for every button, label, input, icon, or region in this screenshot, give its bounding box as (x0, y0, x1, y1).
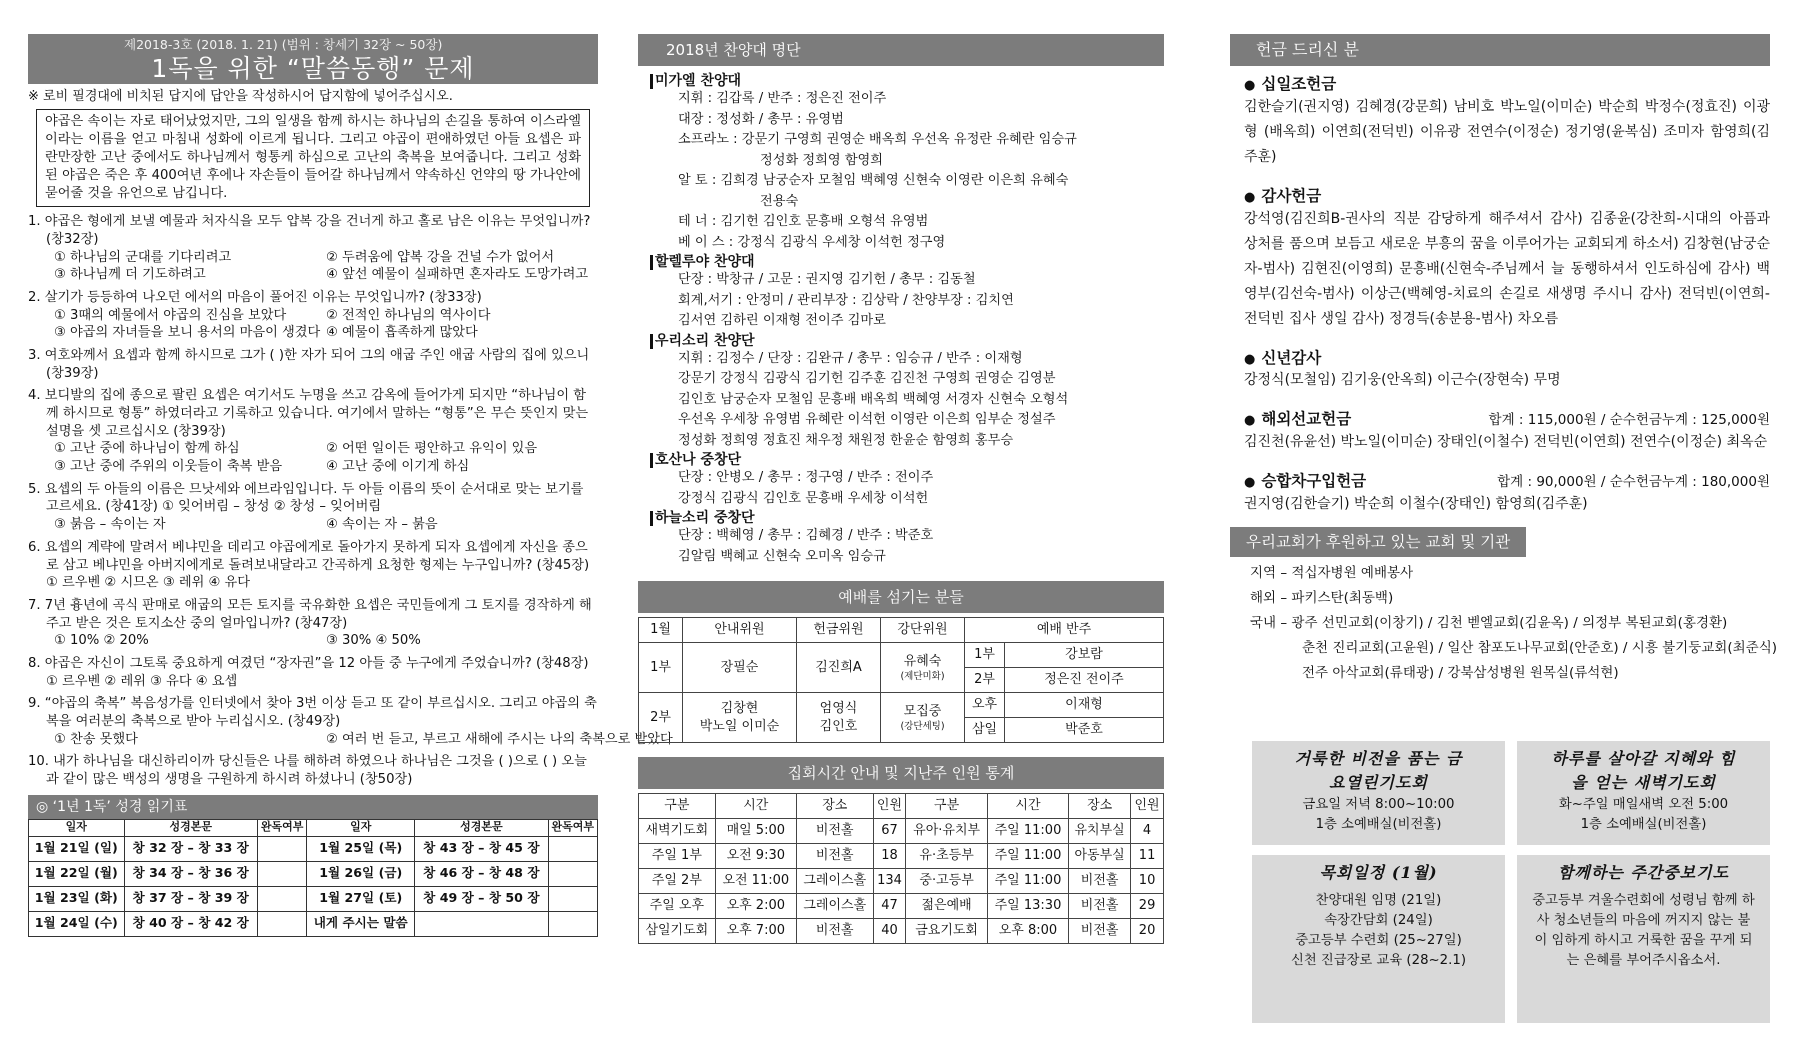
offering-name: 승합차구입헌금 (1261, 472, 1367, 491)
offering-name: 해외선교헌금 (1261, 410, 1352, 429)
dawn-prayer-card (1517, 741, 1770, 845)
stats-cell: 비전홀 (796, 844, 873, 869)
col-header: 구분 (639, 794, 716, 819)
choir-line: 단장 : 백혜영 / 총무 : 김혜경 / 반주 : 박준호 (678, 528, 934, 543)
question-text: 2. 살기가 등등하여 나오던 에서의 마음이 풀어진 이유는 무엇입니까? (창33장) (28, 289, 482, 305)
reading-row (29, 911, 598, 936)
stats-cell: 비전홀 (1069, 919, 1131, 944)
question (28, 597, 598, 650)
question-options (28, 440, 598, 475)
reading-cell (415, 911, 548, 936)
answer-note: ※ 로비 필경대에 비치된 답지에 답안을 작성하시어 답지함에 넣어주십시오. (28, 89, 453, 104)
intercession-card (1517, 855, 1770, 1023)
reading-cell (548, 911, 598, 936)
question (28, 213, 598, 284)
option: ③ 고난 중에 주위의 이웃들이 축복 받음 (54, 459, 283, 475)
accomp-name: 강보람 (1005, 643, 1164, 668)
altar-cell (881, 693, 965, 743)
choir-column (638, 34, 1164, 944)
stats-cell: 비전홀 (796, 919, 873, 944)
reading-cell: 1월 25일 (목) (307, 836, 415, 861)
option: ④ 예물이 흡족하게 많았다 (326, 325, 478, 341)
quiz-title: 1독을 위한 “말씀동행” 문제 (151, 54, 475, 83)
question (28, 753, 598, 788)
altar-name: 모집중 (903, 704, 942, 720)
reading-row (29, 836, 598, 861)
offering-donors: 김한슬기(권지영) 김혜경(강문희) 남비호 박노일(이미순) 박순희 박정수(정효진) 이광형 (배옥희) 이연희(전덕빈) 이유광 전연수(이정순) 정기영(윤복심) 조미자 함영희(김주훈) (1244, 98, 1770, 165)
card-line: 신천 진급장로 교육 (28~2.1) (1290, 953, 1467, 968)
stats-cell: 오후 8:00 (987, 919, 1068, 944)
card-line: 화~주일 매일새벽 오전 5:00 (1558, 797, 1729, 812)
stats-cell: 비전홀 (1069, 869, 1131, 894)
stats-row (639, 894, 1164, 919)
stats-cell: 주일 오후 (639, 894, 716, 919)
card-line: 중고등부 겨울수련회에 성령님 함께 하사 청소년들의 마음에 꺼지지 않는 불이 임하게 하시고 거룩한 꿈을 꾸게 되는 은혜를 부어주시옵소서. (1532, 893, 1755, 968)
option: ③ 하나님께 더 기도하려고 (54, 267, 206, 283)
card-title: 함께하는 주간중보기도 (1557, 863, 1730, 882)
choir-line: 우선옥 우세창 유영범 유혜란 이석헌 이영란 이은희 임부순 정설주 (678, 412, 1056, 427)
attendance-table (638, 793, 1164, 944)
reading-row (29, 861, 598, 886)
col-header: 헌금위원 (797, 618, 881, 643)
stats-cell: 주일 11:00 (987, 869, 1068, 894)
col-header: 성경본문 (124, 819, 257, 836)
col-header: 인원 (873, 794, 906, 819)
question-options (28, 516, 598, 534)
reading-cell (548, 861, 598, 886)
stats-cell: 주일 11:00 (987, 819, 1068, 844)
accomp-name: 이재형 (1005, 693, 1164, 718)
question-text: 8. 야곱은 자신이 그토록 중요하게 여겼던 “장자권”을 12 아들 중 누구에게 주었습니까? (창48장) ① 르우벤 ② 레위 ③ 유다 ④ 요셉 (28, 655, 589, 689)
offering-column (1230, 34, 1778, 1034)
offering-name-wrap (1244, 471, 1366, 492)
offering-name: 신년감사 (1261, 348, 1322, 367)
choir-line: 대장 : 정성화 / 총무 : 유영범 (678, 111, 844, 127)
reading-cell (257, 861, 306, 886)
card-line: 1층 소예배실(비전홀) (1580, 817, 1707, 832)
offering-heading (1244, 471, 1770, 492)
choir-list-title: 2018년 찬양대 명단 (638, 34, 1164, 66)
reading-cell: 창 37 장 – 창 39 장 (124, 886, 257, 911)
accomp-name: 정은진 전이주 (1005, 668, 1164, 693)
choir-line: 김알림 백혜교 신현숙 오미옥 임승규 (678, 548, 886, 564)
altar-name: 유혜숙 (903, 654, 942, 670)
stats-row (639, 919, 1164, 944)
reading-plan-title: ◎ ‘1년 1독’ 성경 읽기표 (28, 795, 598, 819)
question (28, 655, 598, 690)
stats-cell: 아동부실 (1069, 844, 1131, 869)
choir-line: 알 토 : 김희경 남궁순자 모철임 백혜영 신현숙 이영란 이은희 유혜숙 (678, 173, 1069, 188)
offering-heading (1244, 74, 1770, 95)
question (28, 289, 598, 342)
choir-line: 전용숙 (760, 193, 799, 209)
card-line: 속장간담회 (24일) (1324, 913, 1433, 928)
accomp-service: 오후 (965, 693, 1005, 718)
card-title: 하루를 살아갈 지혜와 힘을 얻는 새벽기도회 (1551, 749, 1736, 792)
reading-cell: 1월 27일 (토) (307, 886, 415, 911)
stats-cell: 매일 5:00 (715, 819, 796, 844)
question-text: 3. 여호와께서 요셉과 함께 하시므로 그가 ( )한 자가 되어 그의 애굽 주인 애굽 사람의 집에 있으니 (창39장) (28, 347, 590, 381)
col-header: 인원 (1131, 794, 1164, 819)
choir-line: 회계,서기 : 안정미 / 관리부장 : 김상락 / 찬양부장 : 김치연 (678, 292, 1014, 308)
offering-name: 감사헌금 (1261, 186, 1322, 205)
stats-cell: 유치부실 (1069, 819, 1131, 844)
reading-cell: 창 49 장 – 창 50 장 (415, 886, 548, 911)
stats-cell: 오전 9:30 (715, 844, 796, 869)
offering-donors: 강정식(모철임) 김기웅(안옥희) 이근수(장현숙) 무명 (1244, 372, 1561, 389)
offering-name-wrap (1244, 348, 1321, 369)
offering-total: 합계 : 90,000원 / 순수헌금누계 : 180,000원 (1497, 474, 1770, 491)
stats-cell: 오후 2:00 (715, 894, 796, 919)
stats-cell: 10 (1131, 869, 1164, 894)
reading-cell: 1월 21일 (일) (29, 836, 125, 861)
usher-cell (683, 693, 797, 743)
servants-title: 예배를 섬기는 분들 (638, 581, 1164, 613)
choir-line: 단장 : 안병오 / 총무 : 정구영 / 반주 : 전이주 (678, 470, 934, 485)
altar-role: (제단미화) (900, 670, 945, 682)
col-header: 구분 (906, 794, 988, 819)
card-title: 거룩한 비전을 품는 금요열린기도회 (1294, 749, 1463, 792)
reading-cell: 창 34 장 – 창 36 장 (124, 861, 257, 886)
stats-cell: 비전홀 (796, 819, 873, 844)
stats-cell: 주일 2부 (639, 869, 716, 894)
col-header: 완독여부 (257, 819, 306, 836)
offering-name: 엄영식 (819, 700, 858, 716)
option: ② 두려움에 얍복 강을 건널 수가 없어서 (326, 249, 555, 265)
bullet-icon: ● (1244, 78, 1256, 93)
bullet-icon: ● (1244, 189, 1256, 205)
reading-cell: 1월 26일 (금) (307, 861, 415, 886)
option: ④ 앞선 예물이 실패하면 혼자라도 도망가려고 (326, 267, 589, 283)
reading-cell: 1월 22일 (월) (29, 861, 125, 886)
stats-cell: 11 (1131, 844, 1164, 869)
issue-info: 제2018-3호 (2018. 1. 21) (범위 : 창세기 32장 ~ 50장) (124, 37, 443, 52)
choir-name: 미가엘 찬양대 (650, 74, 1164, 89)
choir-list (638, 74, 1164, 567)
offering-heading (1244, 186, 1770, 207)
option: ③ 붉음 – 속이는 자 (54, 517, 166, 533)
support-title: 우리교회가 후원하고 있는 교회 및 기관 (1230, 527, 1526, 557)
question-text: 7. 7년 흉년에 곡식 판매로 애굽의 모든 토지를 국유화한 요셉은 국민들에게 그 토지를 경작하게 해주고 받은 것은 토지소산 중의 얼마입니까? (창47장) (28, 597, 592, 631)
card-line: 찬양대원 임명 (21일) (1315, 893, 1442, 908)
question-text: 9. “야곱의 축복” 복음성가를 인터넷에서 찾아 3번 이상 듣고 또 같이 부르십시오. 그리고 야곱의 축복을 여러분의 축복으로 받아 누리십시오. (창49장) (28, 696, 597, 730)
accomp-name: 박준호 (1005, 718, 1164, 743)
option: ② 전적인 하나님의 역사이다 (326, 307, 491, 323)
option: ① 찬송 못했다 (54, 731, 138, 747)
notice-cards (1252, 741, 1770, 1023)
choir-line: 지휘 : 김갑록 / 반주 : 정은진 전이주 (678, 91, 887, 106)
bullet-icon: ● (1244, 351, 1256, 367)
friday-prayer-card (1252, 741, 1505, 845)
support-section (1230, 527, 1778, 686)
stats-cell: 20 (1131, 919, 1164, 944)
usher-name: 장필순 (683, 643, 797, 693)
question-options (28, 632, 598, 650)
offering-donors: 권지영(김한슬기) 박순희 이철수(장태인) 함영희(김주훈) (1244, 495, 1588, 512)
stats-title: 집회시간 안내 및 지난주 인원 통계 (638, 757, 1164, 789)
reading-cell: 창 40 장 – 창 42 장 (124, 911, 257, 936)
altar-role: (강단세팅) (900, 720, 945, 732)
stats-row (639, 869, 1164, 894)
choir-line: 단장 : 박창규 / 고문 : 권지영 김기헌 / 총무 : 김동철 (678, 272, 976, 287)
reading-cell: 내게 주시는 말씀 (307, 911, 415, 936)
option: ④ 고난 중에 이기게 하심 (326, 459, 470, 475)
stats-cell: 주일 11:00 (987, 844, 1068, 869)
question-options (28, 731, 673, 749)
option: ① 고난 중에 하나님이 함께 하심 (54, 441, 240, 457)
stats-cell: 유·초등부 (906, 844, 988, 869)
col-header: 강단위원 (881, 618, 965, 643)
accomp-service: 1부 (965, 643, 1005, 668)
option: ① 10% ② 20% (54, 633, 149, 649)
support-line: 춘천 진리교회(고윤원) / 일산 참포도나무교회(안준호) / 시흥 불기둥교회(최준식) (1302, 639, 1778, 656)
usher-name: 김창현 (720, 700, 759, 716)
col-header: 시간 (987, 794, 1068, 819)
stats-cell: 비전홀 (1069, 894, 1131, 919)
offering-title: 헌금 드리신 분 (1230, 34, 1770, 66)
option: ① 하나님의 군대를 기다리려고 (54, 249, 232, 265)
card-line: 1층 소예배실(비전홀) (1315, 817, 1442, 832)
reading-cell: 창 32 장 – 창 33 장 (124, 836, 257, 861)
question (28, 539, 598, 592)
card-title: 목회일정 (1월) (1319, 863, 1438, 882)
reading-plan-table (28, 819, 598, 937)
reading-cell: 창 43 장 – 창 45 장 (415, 836, 548, 861)
usher-name: 박노일 이미순 (699, 718, 780, 734)
choir-name: 호산나 중창단 (650, 453, 1164, 468)
offering-total: 합계 : 115,000원 / 순수헌금누계 : 125,000원 (1488, 412, 1770, 429)
question-text: 1. 야곱은 형에게 보낼 예물과 처자식을 모두 얍복 강을 건너게 하고 홀로 남은 이유는 무엇입니까? (창32장) (28, 214, 591, 247)
bullet-icon: ● (1244, 475, 1256, 491)
stats-row (639, 819, 1164, 844)
bullet-icon: ● (1244, 413, 1256, 429)
question-text: 5. 요셉의 두 아들의 이름은 므낫세와 에브라임입니다. 두 아들 이름의 뜻이 순서대로 맞는 보기를 고르세요. (창41장) ① 잊어버림 – 창성 ② 창성 – 잊어버림 (28, 481, 584, 515)
support-line: 전주 아삭교회(류태광) / 강북삼성병원 원목실(류석현) (1302, 664, 1619, 681)
question-text: 4. 보디발의 집에 종으로 팔린 요셉은 여기서도 누명을 쓰고 감옥에 들어가게 되지만 “하나님이 함께 하시므로 형통” 하였더라고 기록하고 있습니다. 여기에서 말하는 “형통”은 무슨 뜻인지 맞는 설명을 셋 고르십시오 (창39장) (28, 388, 589, 439)
servants-table (638, 617, 1164, 743)
offering-list (1230, 74, 1770, 517)
stats-cell: 주일 1부 (639, 844, 716, 869)
col-header: 일자 (307, 819, 415, 836)
stats-cell: 그레이스홀 (796, 869, 873, 894)
offering-heading (1244, 348, 1770, 369)
offering-name: 십일조헌금 (1261, 75, 1337, 93)
option: ③ 30% ④ 50% (326, 633, 421, 649)
reading-cell: 1월 24일 (수) (29, 911, 125, 936)
reading-cell (257, 836, 306, 861)
reading-cell (257, 886, 306, 911)
stats-cell: 오후 7:00 (715, 919, 796, 944)
stats-row (639, 844, 1164, 869)
stats-cell: 오전 11:00 (715, 869, 796, 894)
stats-cell: 29 (1131, 894, 1164, 919)
support-line: 지역 – 적십자병원 예배봉사 (1250, 564, 1414, 581)
stats-cell: 47 (873, 894, 906, 919)
card-line: 중고등부 수련회 (25~27일) (1295, 933, 1462, 948)
col-header: 일자 (29, 819, 125, 836)
stats-cell: 134 (873, 869, 906, 894)
offering-heading (1244, 409, 1770, 430)
choir-line: 강문기 강정식 김광식 김기헌 김주훈 김진천 구영희 권영순 김영분 (678, 371, 1056, 386)
col-header: 시간 (715, 794, 796, 819)
stats-cell: 유아·유치부 (906, 819, 988, 844)
option: ① 3때의 예물에서 야곱의 진심을 보았다 (54, 307, 287, 323)
option: ② 여러 번 듣고, 부르고 새해에 주시는 나의 축복으로 받았다 (326, 731, 673, 747)
schedule-card (1252, 855, 1505, 1023)
choir-name: 하늘소리 중창단 (650, 511, 1164, 526)
option: ④ 속이는 자 – 붉음 (326, 517, 438, 533)
offering-name-wrap (1244, 74, 1336, 95)
card-line: 금요일 저녁 8:00~10:00 (1302, 797, 1455, 812)
quiz-header (28, 34, 598, 84)
accomp-service: 삼일 (965, 718, 1005, 743)
stats-cell: 67 (873, 819, 906, 844)
col-header: 안내위원 (683, 618, 797, 643)
choir-line: 김인호 남궁순자 모철임 문흥배 배옥희 백혜영 서경자 신현숙 오형석 (678, 391, 1069, 407)
reading-cell (548, 886, 598, 911)
stats-cell: 18 (873, 844, 906, 869)
choir-name: 할렐루야 찬양대 (650, 255, 1164, 270)
choir-line: 베 이 스 : 강정식 김광식 우세창 이석헌 정구영 (678, 234, 946, 250)
stats-cell: 삼일기도회 (639, 919, 716, 944)
choir-line: 정성화 정희영 정효진 채우정 채원정 한윤순 함영희 홍무승 (678, 432, 1014, 448)
stats-cell: 주일 13:30 (987, 894, 1068, 919)
offering-name-wrap (1244, 186, 1321, 207)
question-options (28, 249, 598, 284)
question-text: 10. 내가 하나님을 대신하리이까 당신들은 나를 해하려 하였으나 하나님은 그것을 ( )으로 ( ) 오늘과 같이 많은 백성의 생명을 구원하게 하시려 하셨나니 (창50장) (28, 754, 587, 788)
col-header: 완독여부 (548, 819, 598, 836)
option: ② 어떤 일이든 평안하고 유익이 있음 (326, 441, 538, 457)
offering-donors: 강석영(김진희B-권사의 직분 감당하게 해주셔서 감사) 김종윤(강찬희-시대의 아픔과 상처를 품으며 보듬고 새로운 부흥의 꿈을 이루어가는 교회되게 하소서) 김창현(남궁순자-범사) 김현진(이영희) 문흥배(신현숙-주님께서 늘 동행하셔서 인도하심에 감사) 백영부(김선숙-범사) 이상근(백혜영-치료의 손길로 새생명 주시니 감사) 전덕빈(이연희-전덕빈 집사 생일 감사) 정경득(송분용-범사) 차오름 (1244, 210, 1770, 327)
reading-cell: 1월 23일 (화) (29, 886, 125, 911)
support-line: 해외 – 파키스탄(최동백) (1250, 589, 1394, 606)
stats-cell: 40 (873, 919, 906, 944)
offering-name-wrap (1244, 409, 1351, 430)
reading-cell (548, 836, 598, 861)
col-header: 장소 (1069, 794, 1131, 819)
stats-cell: 4 (1131, 819, 1164, 844)
choir-line: 김서연 김하린 이재형 전이주 김마로 (678, 313, 886, 328)
reading-row (29, 886, 598, 911)
choir-name: 우리소리 찬양단 (650, 334, 1164, 349)
question (28, 481, 598, 534)
support-line: 국내 – 광주 선민교회(이창기) / 김천 벧엘교회(김윤옥) / 의정부 복된교회(홍경환) (1250, 614, 1728, 631)
choir-line: 지휘 : 김정수 / 단장 : 김완규 / 총무 : 임승규 / 반주 : 이재형 (678, 350, 1023, 366)
service-label: 1부 (639, 643, 683, 693)
stats-cell: 그레이스홀 (796, 894, 873, 919)
offering-donors: 김진천(유윤선) 박노일(이미순) 장태인(이철수) 전덕빈(이연희) 전연수(이정순) 최옥순 (1244, 434, 1768, 451)
stats-cell: 중·고등부 (906, 869, 988, 894)
col-header: 장소 (796, 794, 873, 819)
choir-line: 강정식 김광식 김인호 문흥배 우세창 이석헌 (678, 490, 929, 506)
stats-cell: 젊은예배 (906, 894, 988, 919)
choir-line: 소프라노 : 강문기 구영희 권영순 배옥희 우선옥 유정란 유혜란 임승규 (678, 132, 1077, 147)
reading-cell (257, 911, 306, 936)
question-text: 6. 요셉의 계략에 말려서 베냐민을 데리고 야곱에게로 돌아가지 못하게 되자 요셉에게 자신을 종으로 삼고 베냐민을 아버지에게로 돌려보내달라고 간곡하게 요청한 형제는 누구입니까? (창45장) ① 르우벤 ② 시므온 ③ 레위 ④ 유다 (28, 539, 590, 591)
altar-cell (881, 643, 965, 693)
option: ③ 야곱의 자녀들을 보니 용서의 마음이 생겼다 (54, 325, 321, 341)
col-header: 1월 (639, 618, 683, 643)
offering-name: 김진희A (797, 643, 881, 693)
stats-cell: 금요기도회 (906, 919, 988, 944)
question (28, 347, 598, 382)
col-header: 예배 반주 (965, 618, 1164, 643)
question-options (28, 307, 598, 342)
choir-line: 정성화 정희영 함영희 (760, 152, 884, 168)
question (28, 387, 598, 475)
offering-cell (797, 693, 881, 743)
stats-cell: 새벽기도회 (639, 819, 716, 844)
intro-box: 야곱은 속이는 자로 태어났었지만, 그의 일생을 함께 하시는 하나님의 손길을 통하여 이스라엘이라는 이름을 얻고 마침내 성화에 이르게 됩니다. 그리고 야곱이 편애하였던 아들 요셉은 파란만장한 고난 중에서도 하나님께서 형통케 하심으로 고난의 축복을 보여줍니다. 그리고 성화된 야곱은 죽은 후 400여년 후에나 자손들이 들어갈 하나님께서 약속하신 언약의 땅 가나안에 묻어줄 것을 유언으로 남깁니다. (36, 109, 590, 207)
service-label: 2부 (639, 693, 683, 743)
accomp-service: 2부 (965, 668, 1005, 693)
col-header: 성경본문 (415, 819, 548, 836)
choir-line: 테 너 : 김기헌 김인호 문흥배 오형석 유영범 (678, 214, 929, 229)
reading-cell: 창 46 장 – 창 48 장 (415, 861, 548, 886)
offering-name: 김인호 (819, 718, 858, 734)
